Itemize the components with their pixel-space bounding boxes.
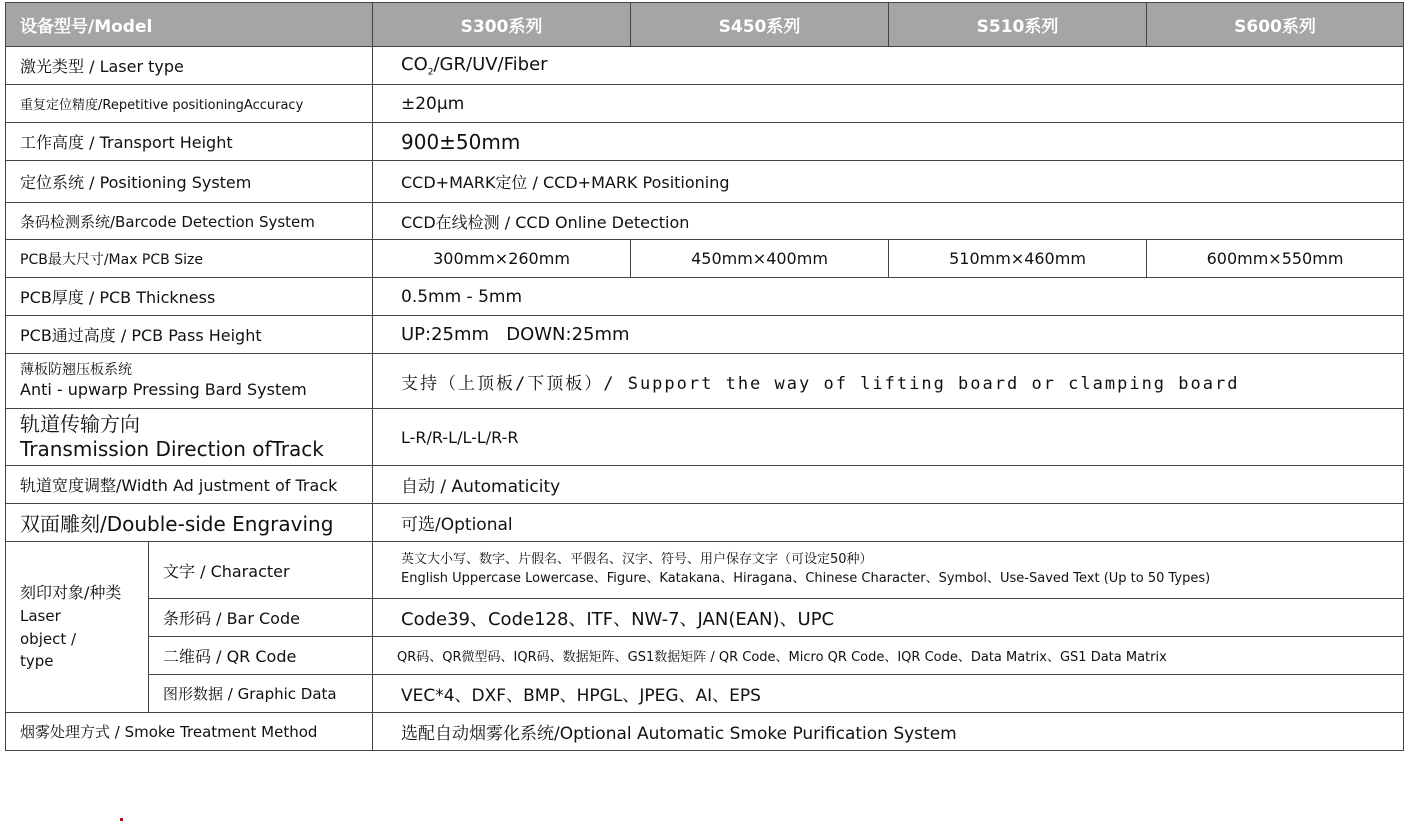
row-repeat-accuracy bbox=[6, 85, 1404, 123]
value-repeat-accuracy: ±20μm bbox=[373, 85, 1404, 123]
label-track-direction-cn: 轨道传输方向 bbox=[20, 412, 140, 436]
label-transport-height: 工作高度 / Transport Height bbox=[6, 123, 373, 161]
row-track-width bbox=[6, 466, 1404, 504]
row-marking-graphic bbox=[6, 675, 1404, 713]
row-pcb-size bbox=[6, 240, 1404, 278]
value-character-en: English Uppercase Lowercase、Figure、Katakana、Hiragana、Chinese Character、Symbol、Use-Saved Text (Up to 50 Types) bbox=[401, 571, 1211, 586]
label-marking-group bbox=[6, 542, 149, 713]
label-track-width: 轨道宽度调整/Width Ad justment of Track bbox=[6, 466, 373, 504]
label-marking-group-cn: 刻印对象/种类 bbox=[20, 583, 122, 603]
row-laser-type bbox=[6, 47, 1404, 85]
value-double-side: 可选/Optional bbox=[373, 504, 1404, 542]
label-double-side: 双面雕刻/Double-side Engraving bbox=[6, 504, 373, 542]
label-repeat-accuracy: 重复定位精度/Repetitive positioningAccuracy bbox=[6, 85, 373, 123]
value-pcb-thickness: 0.5mm - 5mm bbox=[373, 278, 1404, 316]
value-pcb-size-s510: 510mm×460mm bbox=[889, 240, 1147, 278]
label-anti-warp-en: Anti - upwarp Pressing Bard System bbox=[20, 379, 307, 399]
value-transport-height: 900±50mm bbox=[373, 123, 1404, 161]
header-series-s450: S450系列 bbox=[631, 3, 889, 47]
value-bar-code: Code39、Code128、ITF、NW-7、JAN(EAN)、UPC bbox=[373, 599, 1404, 637]
label-anti-warp bbox=[6, 354, 373, 409]
row-anti-warp bbox=[6, 354, 1404, 409]
label-track-direction bbox=[6, 409, 373, 466]
value-graphic-data: VEC*4、DXF、BMP、HPGL、JPEG、AI、EPS bbox=[373, 675, 1404, 713]
row-pcb-pass-height bbox=[6, 316, 1404, 354]
label-pcb-size: PCB最大尺寸/Max PCB Size bbox=[6, 240, 373, 278]
label-qr-code: 二维码 / QR Code bbox=[149, 637, 373, 675]
label-anti-warp-cn: 薄板防翘压板系统 bbox=[20, 362, 132, 379]
row-marking-barcode bbox=[6, 599, 1404, 637]
value-smoke-treatment: 选配自动烟雾化系统/Optional Automatic Smoke Purification System bbox=[373, 713, 1404, 751]
label-marking-group-en2: object / bbox=[20, 629, 77, 648]
row-smoke-treatment bbox=[6, 713, 1404, 751]
label-smoke-treatment: 烟雾处理方式 / Smoke Treatment Method bbox=[6, 713, 373, 751]
header-row bbox=[6, 3, 1404, 47]
label-marking-group-en1: Laser bbox=[20, 607, 61, 626]
row-double-side bbox=[6, 504, 1404, 542]
value-barcode-detection: CCD在线检测 / CCD Online Detection bbox=[373, 203, 1404, 240]
label-barcode-detection: 条码检测系统/Barcode Detection System bbox=[6, 203, 373, 240]
value-character bbox=[373, 542, 1404, 599]
label-bar-code: 条形码 / Bar Code bbox=[149, 599, 373, 637]
label-character: 文字 / Character bbox=[149, 542, 373, 599]
row-marking-qrcode bbox=[6, 637, 1404, 675]
value-character-cn: 英文大小写、数字、片假名、平假名、汉字、符号、用户保存文字（可设定50种） bbox=[401, 552, 873, 568]
value-anti-warp: 支持（上顶板/下顶板）/ Support the way of lifting board or clamping board bbox=[373, 354, 1404, 409]
row-marking-character bbox=[6, 542, 1404, 599]
header-series-s600: S600系列 bbox=[1147, 3, 1404, 47]
value-track-direction: L-R/R-L/L-L/R-R bbox=[373, 409, 1404, 466]
value-pcb-size-s600: 600mm×550mm bbox=[1147, 240, 1404, 278]
label-pcb-pass-height: PCB通过高度 / PCB Pass Height bbox=[6, 316, 373, 354]
row-positioning bbox=[6, 161, 1404, 203]
label-graphic-data: 图形数据 / Graphic Data bbox=[149, 675, 373, 713]
row-track-direction bbox=[6, 409, 1404, 466]
spec-table bbox=[5, 2, 1404, 751]
value-positioning: CCD+MARK定位 / CCD+MARK Positioning bbox=[373, 161, 1404, 203]
row-transport-height bbox=[6, 123, 1404, 161]
label-positioning: 定位系统 / Positioning System bbox=[6, 161, 373, 203]
label-track-direction-en: Transmission Direction ofTrack bbox=[20, 437, 324, 461]
label-marking-group-en3: type bbox=[20, 652, 54, 671]
header-series-s510: S510系列 bbox=[889, 3, 1147, 47]
header-model: 设备型号/Model bbox=[6, 3, 373, 47]
value-qr-code: QR码、QR微型码、IQR码、数据矩阵、GS1数据矩阵 / QR Code、Micro QR Code、IQR Code、Data Matrix、GS1 Data Matrix bbox=[373, 637, 1404, 675]
label-pcb-thickness: PCB厚度 / PCB Thickness bbox=[6, 278, 373, 316]
value-laser-type: $CO_2/GR/UV$/Fiber bbox=[373, 47, 1404, 85]
header-series-s300: S300系列 bbox=[373, 3, 631, 47]
value-track-width: 自动 / Automaticity bbox=[373, 466, 1404, 504]
value-pcb-pass-height: UP:25mm DOWN:25mm bbox=[373, 316, 1404, 354]
value-pcb-size-s300: 300mm×260mm bbox=[373, 240, 631, 278]
value-pcb-size-s450: 450mm×400mm bbox=[631, 240, 889, 278]
row-barcode-detection bbox=[6, 203, 1404, 240]
row-pcb-thickness bbox=[6, 278, 1404, 316]
label-laser-type: 激光类型 / Laser type bbox=[6, 47, 373, 85]
